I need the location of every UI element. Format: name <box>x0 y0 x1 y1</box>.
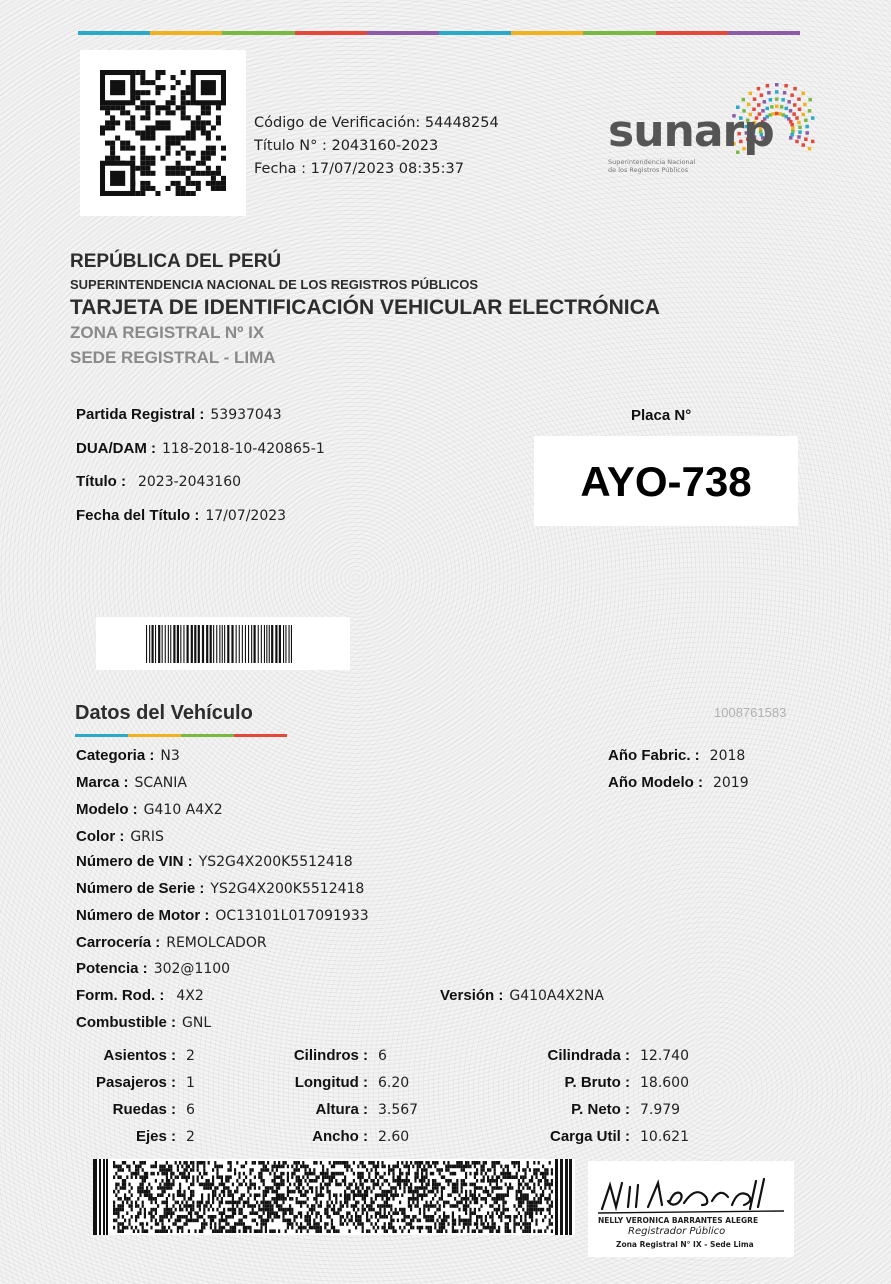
signature-block <box>588 1161 794 1257</box>
carroceria-row: Carrocería : REMOLCADOR <box>76 934 267 951</box>
vin-row: Número de VIN : YS2G4X200K5512418 <box>76 853 353 870</box>
verification-title: Título N° : 2043160-2023 <box>254 138 439 154</box>
verification-info <box>254 112 499 181</box>
signature-scribble-icon <box>588 1161 794 1221</box>
categoria-row: Categoria : N3 <box>76 747 180 764</box>
formrod-row: Form. Rod. : 4X2 <box>76 987 204 1004</box>
titulo-row: Título : 2023-2043160 <box>76 473 242 490</box>
verification-date: Fecha : 17/07/2023 08:35:37 <box>254 161 464 177</box>
placa-label: Placa N° <box>631 407 692 424</box>
signer-name: NELLY VERONICA BARRANTES ALEGRE <box>598 1216 759 1225</box>
combustible-row: Combustible : GNL <box>76 1014 212 1031</box>
heading-republica: REPÚBLICA DEL PERÚ <box>70 251 282 272</box>
modelo-row: Modelo : G410 A4X2 <box>76 801 223 818</box>
cilindrada-row: Cilindrada : 12.740 <box>547 1047 689 1064</box>
pdf417-barcode <box>93 1159 575 1235</box>
anio-modelo-row: Año Modelo : 2019 <box>608 774 749 791</box>
sunarp-logo <box>600 66 815 186</box>
logo-name: sunarp <box>608 106 774 157</box>
barcode-icon <box>146 625 296 663</box>
heading-zona: ZONA REGISTRAL Nº IX <box>70 323 265 342</box>
heading-sede: SEDE REGISTRAL - LIMA <box>70 348 276 367</box>
heading-superintendencia: SUPERINTENDENCIA NACIONAL DE LOS REGISTROS PÚBLICOS <box>70 277 479 292</box>
serie-row: Número de Serie : YS2G4X200K5512418 <box>76 880 365 897</box>
serial-number: 1008761583 <box>714 705 787 720</box>
partida-row: Partida Registral : 53937043 <box>76 406 282 423</box>
ejes-row: Ejes : 2 <box>135 1128 195 1145</box>
logo-subtitle: Superintendencia Nacional de los Registros Públicos <box>608 158 696 174</box>
heading-tarjeta: TARJETA DE IDENTIFICACIÓN VEHICULAR ELECTRÓNICA <box>70 296 660 319</box>
placa-number: AYO-738 <box>580 458 752 505</box>
fecha-titulo-row: Fecha del Título : 17/07/2023 <box>76 507 287 524</box>
potencia-row: Potencia : 302@1100 <box>76 960 231 977</box>
cilindros-row: Cilindros : 6 <box>293 1047 387 1064</box>
ancho-row: Ancho : 2.60 <box>312 1128 410 1145</box>
color-row: Color : GRIS <box>76 828 164 845</box>
section-title-underline <box>75 734 287 737</box>
anio-fabric-row: Año Fabric. : 2018 <box>608 747 746 764</box>
pbruto-row: P. Bruto : 18.600 <box>564 1074 689 1091</box>
carga-util-row: Carga Util : 10.621 <box>549 1128 689 1145</box>
marca-row: Marca : SCANIA <box>76 774 187 791</box>
signer-role: Registrador Público <box>628 1226 726 1237</box>
section-title-datos: Datos del Vehículo <box>75 702 253 724</box>
version-row: Versión : G410A4X2NA <box>440 987 604 1004</box>
qr-code-icon <box>100 70 226 196</box>
top-color-stripe <box>78 31 800 35</box>
longitud-row: Longitud : 6.20 <box>294 1074 410 1091</box>
dua-row: DUA/DAM : 118-2018-10-420865-1 <box>76 440 325 457</box>
signer-zone: Zona Registral N° IX - Sede Lima <box>616 1240 754 1249</box>
pasajeros-row: Pasajeros : 1 <box>95 1074 195 1091</box>
qr-code <box>80 50 246 216</box>
ruedas-row: Ruedas : 6 <box>112 1101 195 1118</box>
verification-code: Código de Verificación: 54448254 <box>254 115 499 131</box>
barcode-2d-icon <box>93 1159 575 1235</box>
motor-row: Número de Motor : OC13101L017091933 <box>76 907 369 924</box>
altura-row: Altura : 3.567 <box>315 1101 419 1118</box>
asientos-row: Asientos : 2 <box>103 1047 195 1064</box>
placa-box <box>534 436 798 526</box>
small-barcode <box>96 617 350 670</box>
pneto-row: P. Neto : 7.979 <box>571 1101 681 1118</box>
